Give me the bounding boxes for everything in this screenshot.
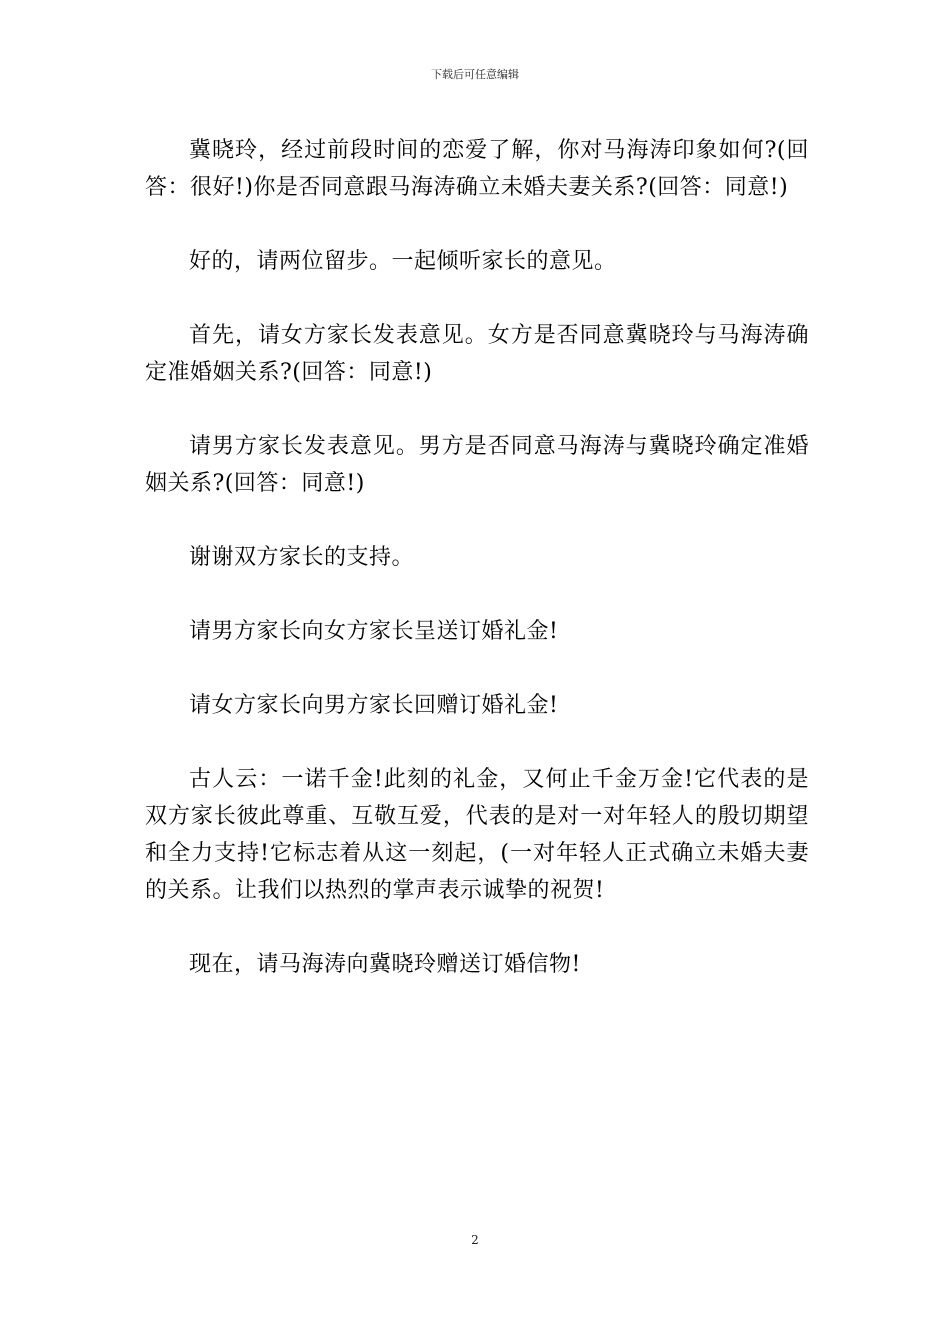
paragraph: 首先，请女方家长发表意见。女方是否同意冀晓玲与马海涛确定准婚姻关系?(回答：同意!)	[145, 323, 809, 385]
page-header: 下载后可任意编辑	[431, 68, 519, 81]
paragraph: 请女方家长向男方家长回赠订婚礼金!	[189, 693, 559, 718]
paragraph: 古人云：一诺千金!此刻的礼金，又何止千金万金!它代表的是双方家长彼此尊重、互敬互爱，代表的是对一对年轻人的殷切期望和全力支持!它标志着从这一刻起，(一对年轻人正式确立未婚夫妻的关系。让我们以热烈的掌声表示诚挚的祝贺!	[145, 767, 809, 903]
document-body	[145, 132, 809, 1020]
paragraph: 好的，请两位留步。一起倾听家长的意见。	[189, 249, 617, 274]
page-number: 2	[471, 1233, 479, 1247]
paragraph: 谢谢双方家长的支持。	[189, 545, 415, 570]
paragraph: 请男方家长发表意见。男方是否同意马海涛与冀晓玲确定准婚姻关系?(回答：同意!)	[145, 434, 809, 496]
paragraph: 冀晓玲，经过前段时间的恋爱了解，你对马海涛印象如何?(回答：很好!)你是否同意跟马海涛确立未婚夫妻关系?(回答：同意!)	[145, 138, 809, 200]
paragraph: 请男方家长向女方家长呈送订婚礼金!	[189, 619, 559, 644]
paragraph: 现在，请马海涛向冀晓玲赠送订婚信物!	[189, 952, 581, 977]
